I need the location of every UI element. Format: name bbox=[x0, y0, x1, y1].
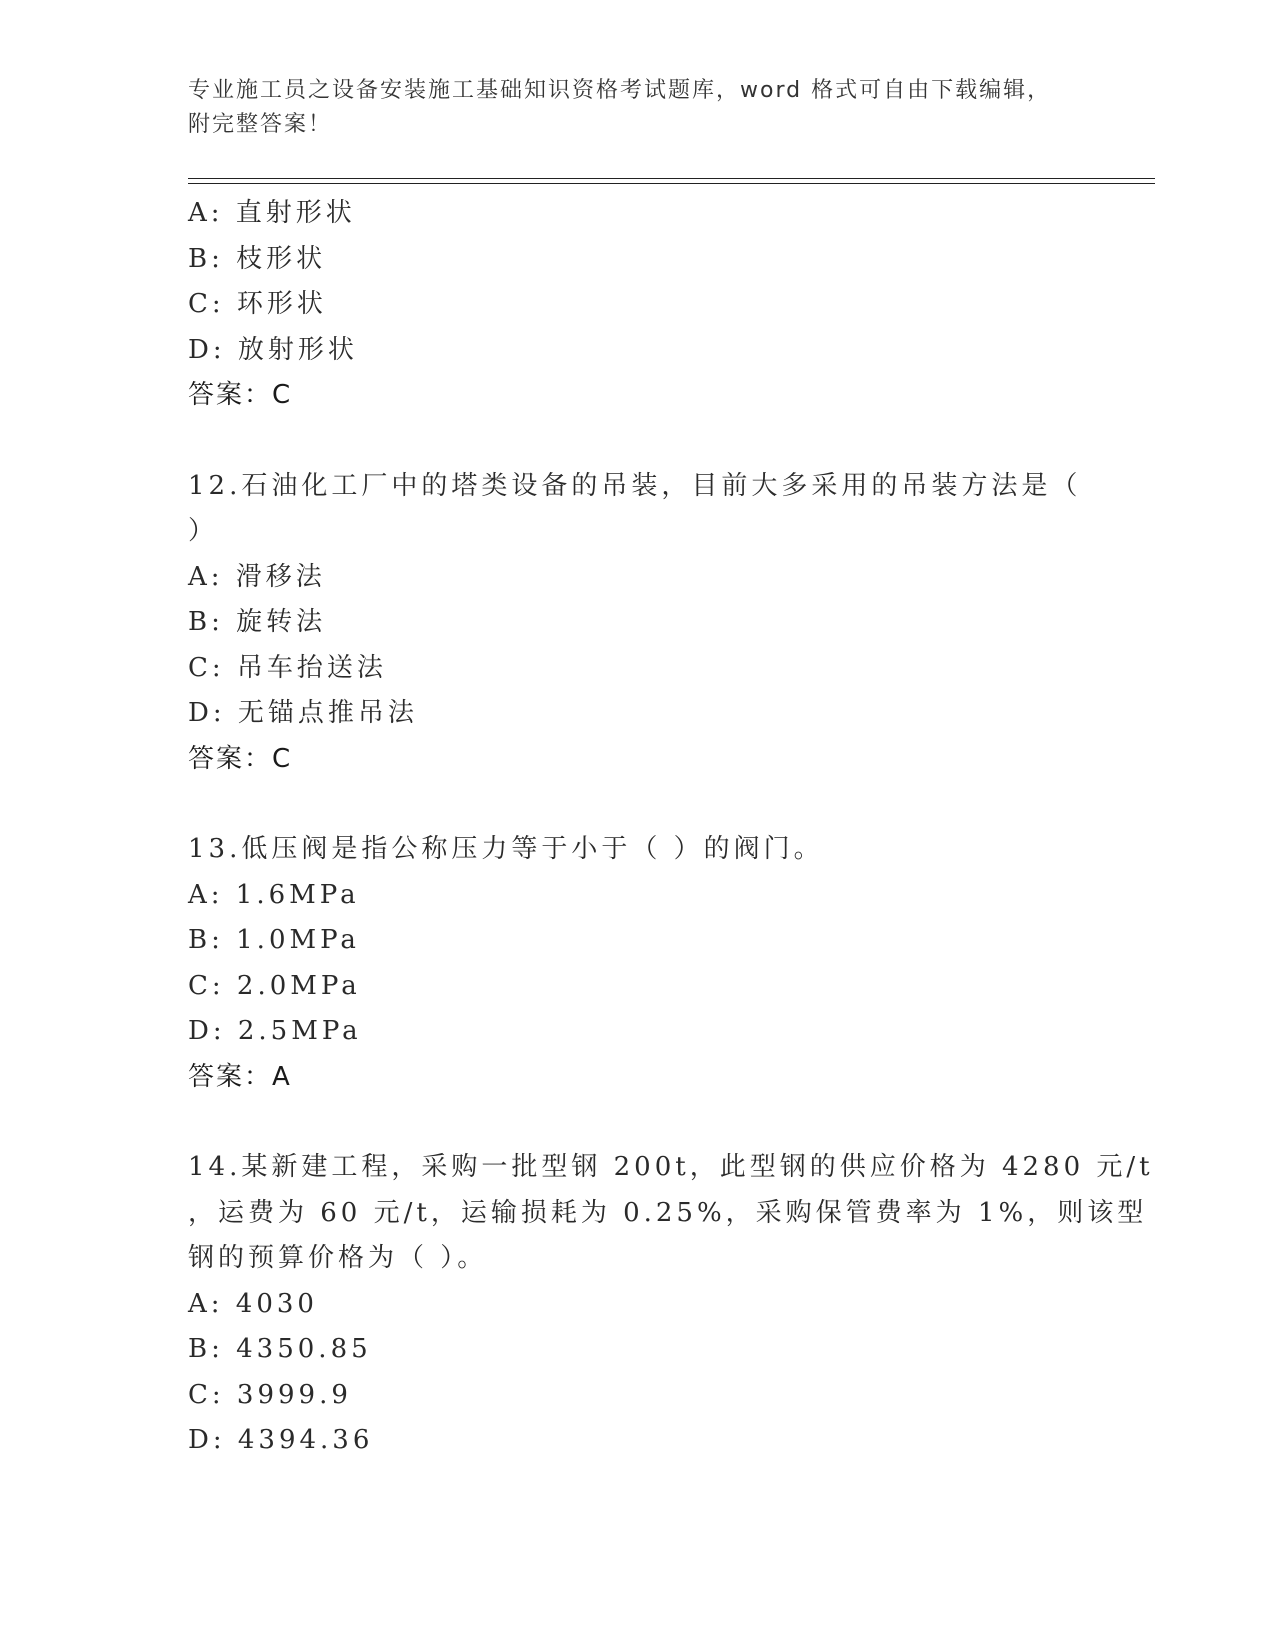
question-text-line-1: 14.某新建工程，采购一批型钢 200t，此型钢的供应价格为 4280 元/t bbox=[188, 1152, 1154, 1182]
question-12 bbox=[188, 464, 1082, 783]
option-d: D: 2.5MPa bbox=[188, 1016, 362, 1046]
option-a: A: 4030 bbox=[188, 1288, 318, 1319]
answer: 答案：C bbox=[188, 743, 293, 774]
option-b: B: 枝形状 bbox=[188, 243, 327, 274]
option-d: D: 4394.36 bbox=[188, 1425, 374, 1455]
question-13 bbox=[188, 827, 1068, 1100]
option-c: C: 吊车抬送法 bbox=[188, 652, 387, 683]
spacer bbox=[188, 419, 1068, 464]
option-b: B: 4350.85 bbox=[188, 1334, 372, 1364]
question-text: 13.低压阀是指公称压力等于小于（ ）的阀门。 bbox=[188, 834, 824, 864]
header-divider-bottom bbox=[188, 183, 1155, 184]
header-divider-top bbox=[188, 178, 1155, 179]
question-14 bbox=[188, 1145, 1154, 1464]
question-text-line-1: 12.石油化工厂中的塔类设备的吊装，目前大多采用的吊装方法是（ bbox=[188, 470, 1082, 501]
option-c: C: 2.0MPa bbox=[188, 970, 361, 1001]
spacer bbox=[188, 782, 1068, 827]
document-header bbox=[188, 74, 1068, 142]
option-c: C: 3999.9 bbox=[188, 1379, 352, 1410]
header-line-2: 附完整答案！ bbox=[188, 112, 333, 137]
header-line-1: 专业施工员之设备安装施工基础知识资格考试题库，word 格式可自由下载编辑， bbox=[188, 78, 1052, 103]
option-b: B: 旋转法 bbox=[188, 607, 327, 637]
answer: 答案：C bbox=[188, 380, 293, 410]
question-list bbox=[188, 191, 1154, 1464]
option-a: A: 1.6MPa bbox=[188, 879, 360, 910]
option-d: D: 放射形状 bbox=[188, 334, 358, 365]
option-a: A: 直射形状 bbox=[188, 198, 356, 228]
question-text-line-2: ，运费为 60 元/t，运输损耗为 0.25%，采购保管费率为 1%，则该型 bbox=[188, 1197, 1148, 1228]
spacer bbox=[188, 1100, 1068, 1145]
question-text-line-3: 钢的预算价格为（ ）。 bbox=[188, 1243, 488, 1273]
option-a: A: 滑移法 bbox=[188, 561, 326, 592]
option-d: D: 无锚点推吊法 bbox=[188, 698, 418, 728]
question-text-line-2: ） bbox=[188, 516, 219, 546]
question-11 bbox=[188, 191, 1068, 419]
option-b: B: 1.0MPa bbox=[188, 925, 360, 955]
answer: 答案：A bbox=[188, 1061, 292, 1092]
option-c: C: 环形状 bbox=[188, 289, 327, 319]
